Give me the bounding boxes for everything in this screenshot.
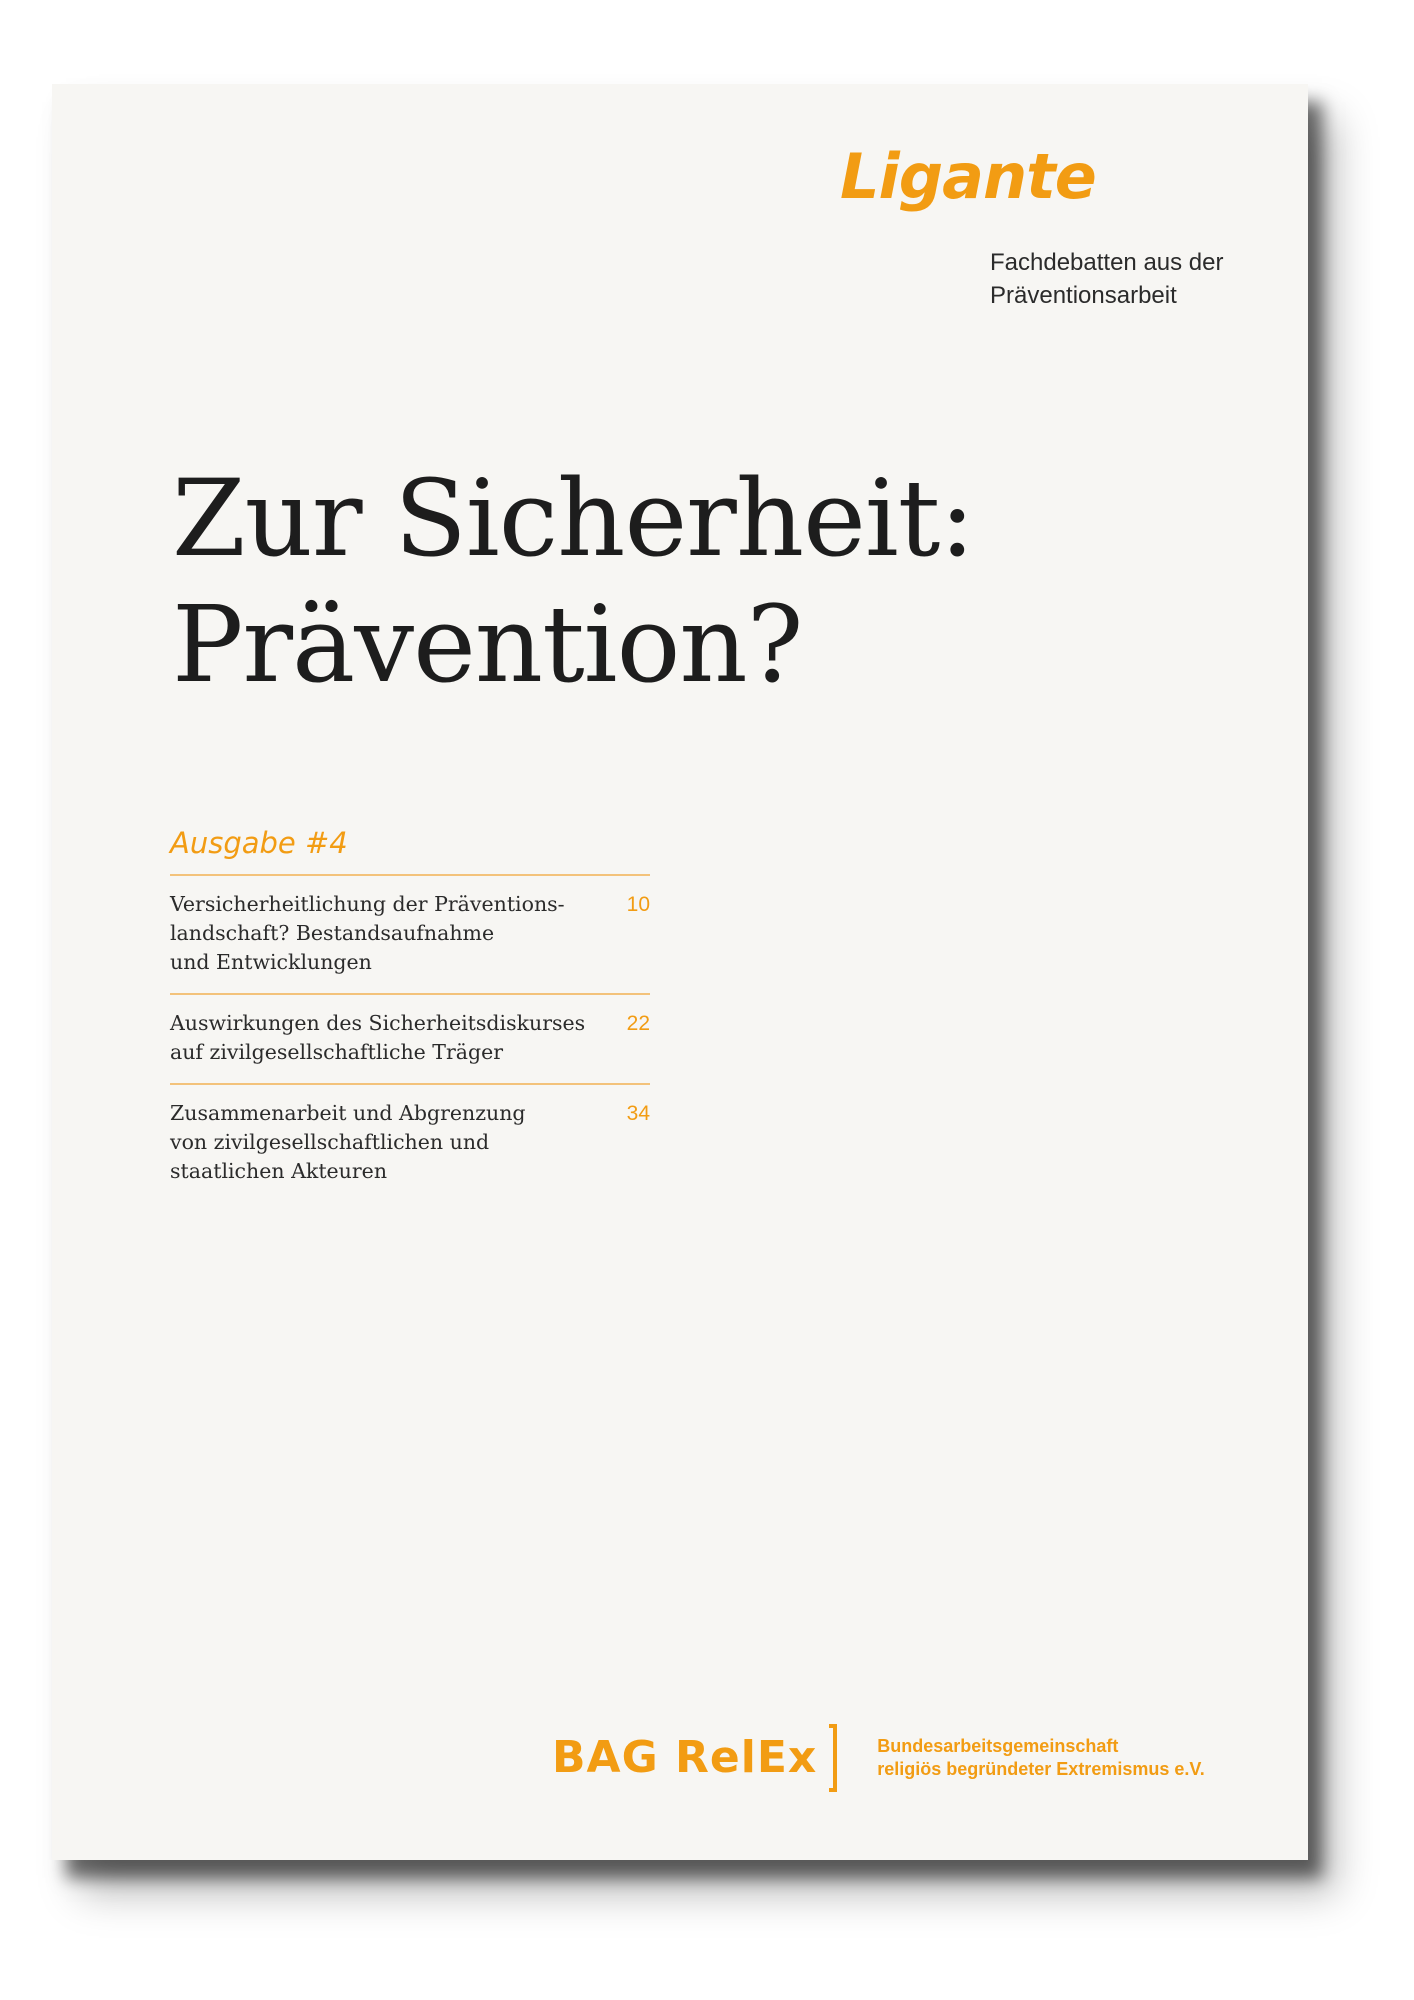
contents-item-title: Zusammenarbeit und Abgrenzung von zivilgesellschaftlichen und staatlichen Akteuren — [170, 1101, 526, 1183]
contents-item[interactable] — [170, 1083, 650, 1202]
contents-item-title: Versicherheitlichung der Präventions- landschaft? Bestandsaufnahme und Entwicklungen — [170, 892, 565, 974]
contents-item-page: 10 — [626, 893, 650, 916]
bag-relex-logo: BAG RelEx — [552, 1732, 818, 1783]
contents-item-title: Auswirkungen des Sicherheitsdiskurses auf zivilgesellschaftliche Träger — [170, 1011, 586, 1064]
contents-item-page: 34 — [626, 1102, 650, 1125]
brand-tagline: Fachdebatten aus der Präventionsarbeit — [990, 249, 1224, 309]
contents-list — [170, 874, 650, 1202]
table-of-contents — [170, 824, 650, 1202]
cover-title-line-1: Zur Sicherheit: — [172, 457, 975, 580]
publisher-block — [552, 1724, 1237, 1792]
contents-item[interactable] — [170, 993, 650, 1083]
cover-title-line-2: Prävention? — [172, 583, 803, 706]
contents-item-page: 22 — [626, 1012, 650, 1035]
cover-title — [172, 456, 974, 708]
issue-label: Ausgabe #4 — [170, 826, 348, 860]
magazine-cover — [52, 84, 1308, 1860]
ligante-logo: Ligante — [840, 140, 1096, 213]
contents-item[interactable] — [170, 874, 650, 993]
publisher-name: Bundesarbeitsgemeinschaft religiös begründeter Extremismus e.V. — [877, 1736, 1205, 1779]
bracket-icon — [829, 1724, 837, 1792]
